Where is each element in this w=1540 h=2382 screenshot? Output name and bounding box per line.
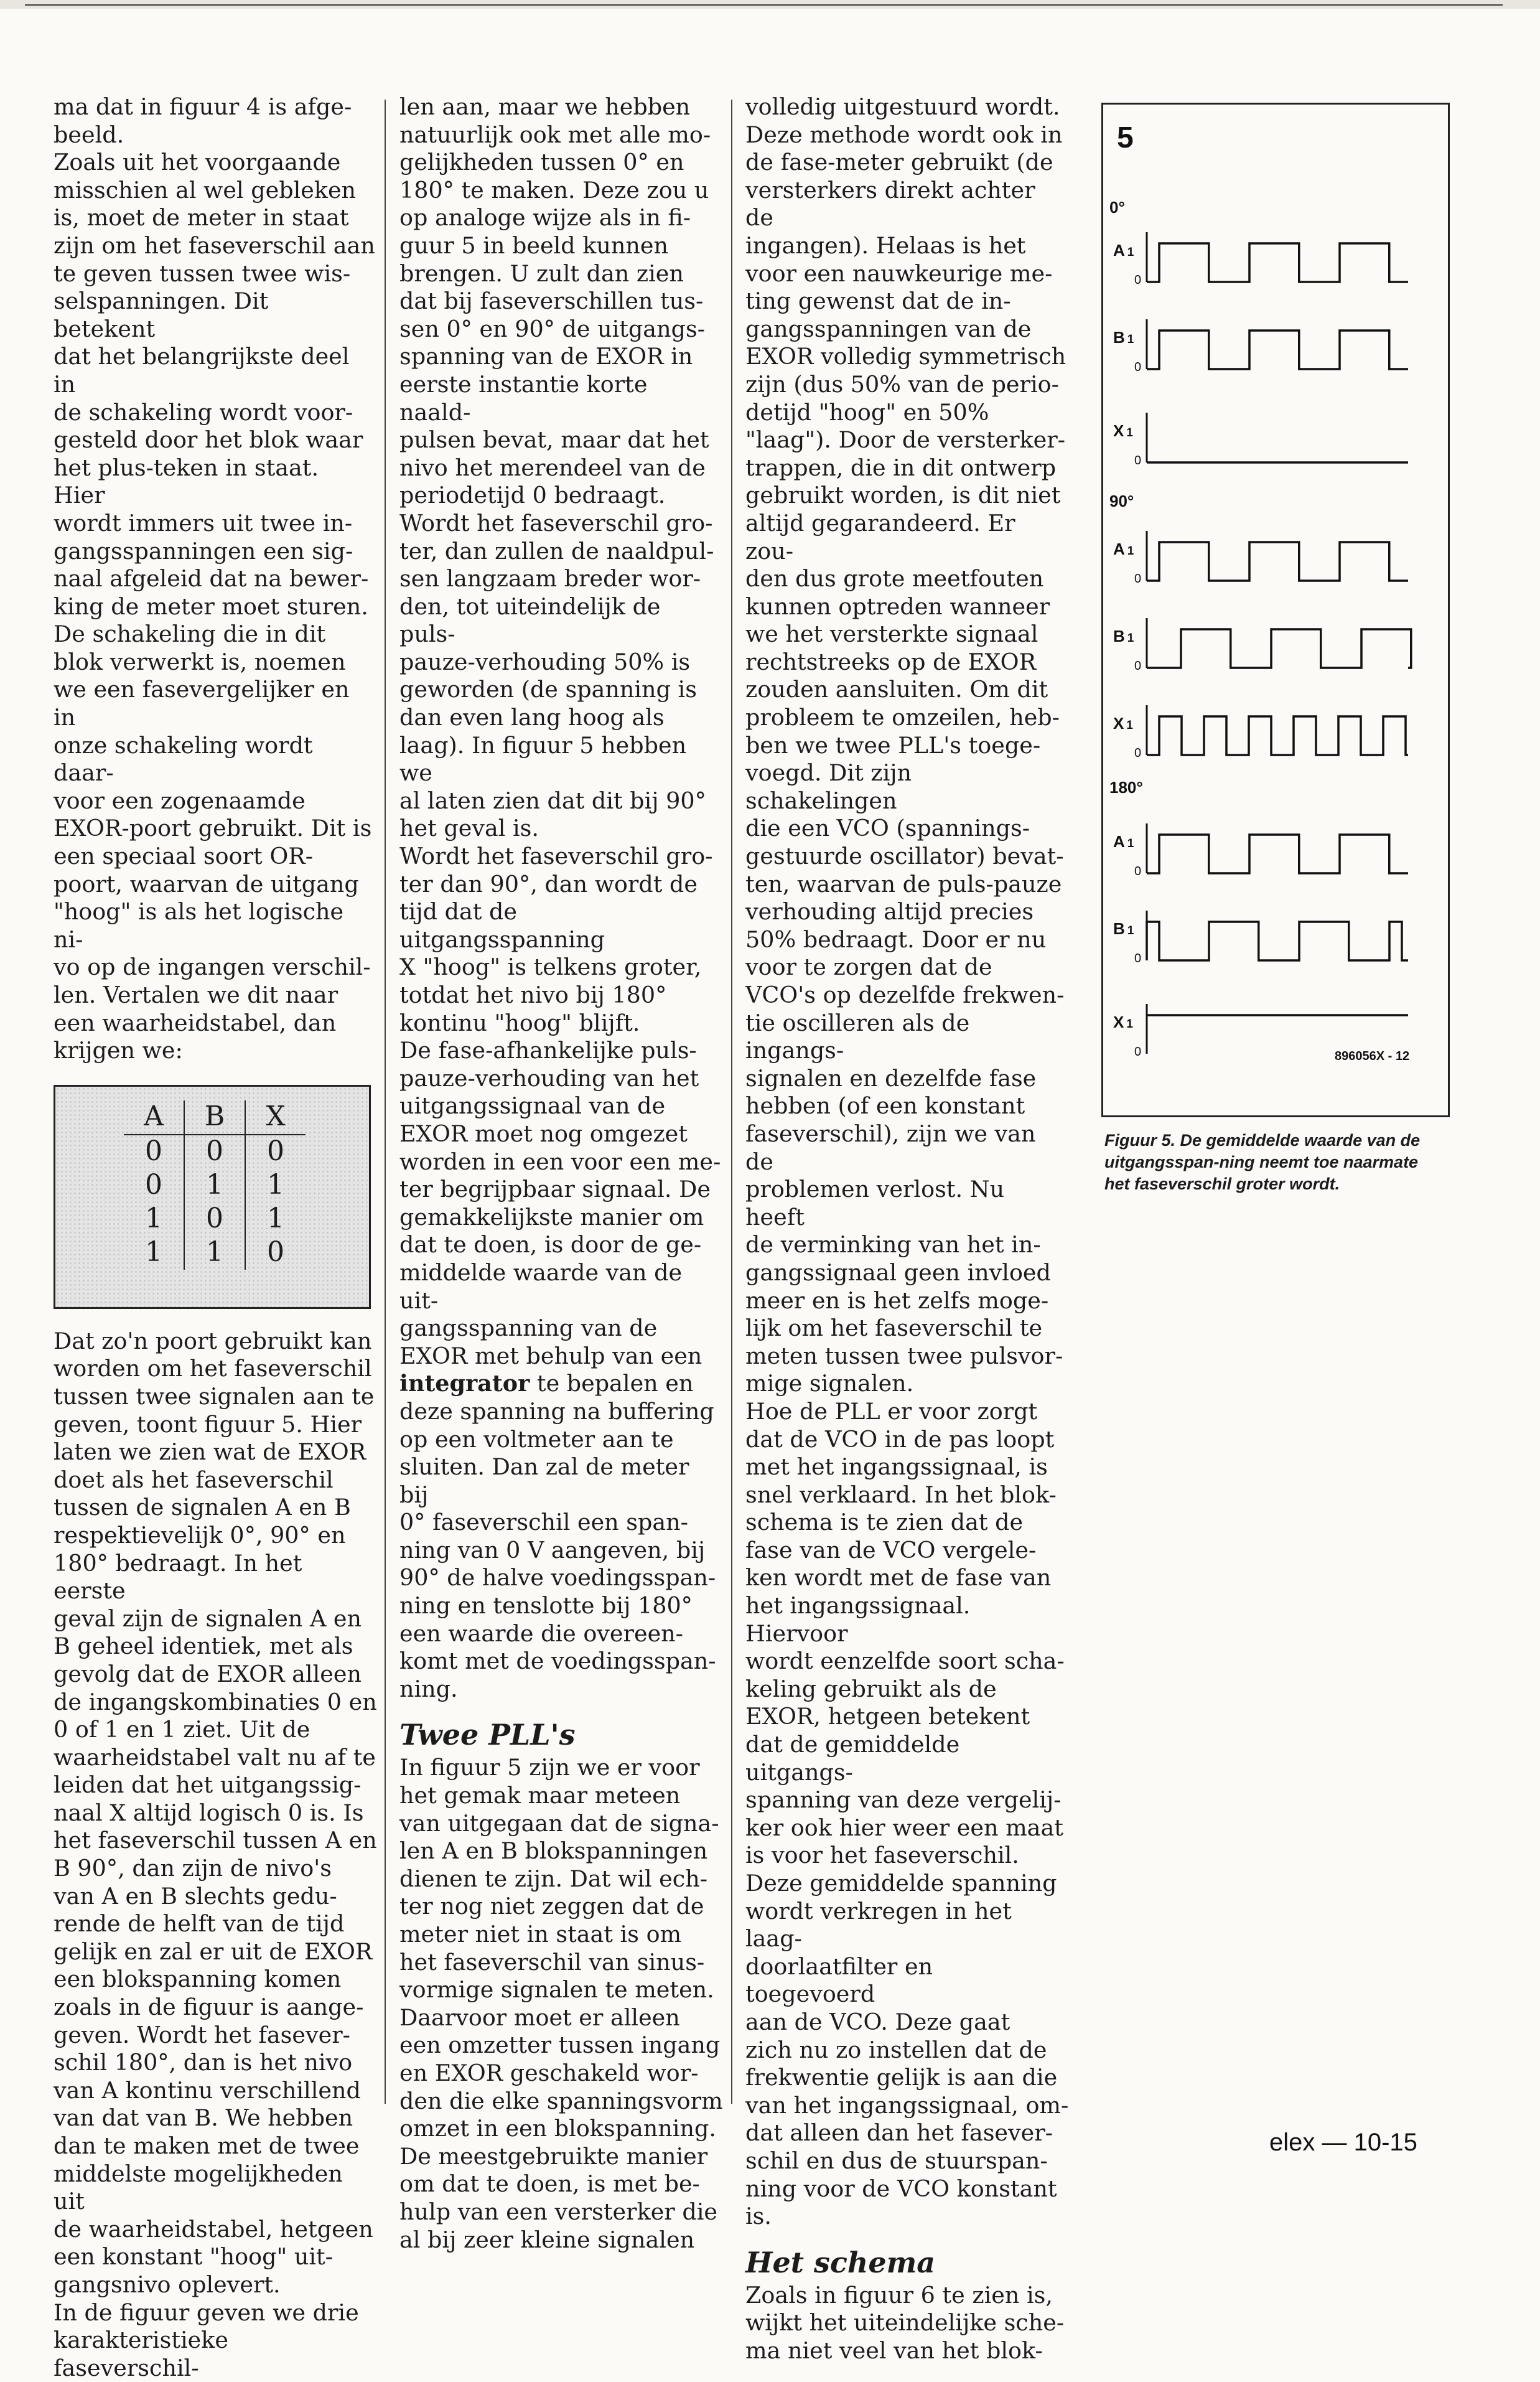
col3-paragraph-1: volledig uitgestuurd wordt. Deze methode wordt ook in de fase-meter gebruikt (de versterkers direkt achter de ingangen). Helaas is het voor een nauwkeurige me- ting gewenst dat de in- gangsspanningen van de EXOR volledig symmetrisch zijn (dus 50% van de perio- detijd "hoog" en 50% "laag"). Door de versterker- trappen, die in dit ontwerp gebruikt worden, is dit niet altijd gegarandeerd. Er zou- den dus grote meetfouten kunnen optreden wanneer we het versterkte signaal rechtstreeks op de EXOR zouden aansluiten. Om dit probleem te omzeilen, heb- ben we twee PLL's toege- voegd. Dit zijn schakelingen die een VCO (spannings- gestuurde oscillator) bevat- ten, waarvan de puls-pauze verhouding altijd precies 50% bedraagt. Door er nu voor te zorgen dat de VCO's op dezelfde frekwen- tie oscilleren als de ingangs- signalen en dezelfde fase hebben (of een konstant faseverschil), zijn we van de problemen verlost. Nu heeft de verminking van het in- gangssignaal geen invloed meer en is het zelfs moge- lijk om het faseverschil te meten tussen twee pulsvor- mige signalen. Hoe de PLL er voor zorgt dat de VCO in de pas loopt met het ingangssignaal, is snel verklaard. In het blok- schema is te zien dat de fase van de VCO vergele- ken wordt met de fase van het ingangssignaal. Hiervoor wordt eenzelfde soort scha- keling gebruikt als de EXOR, hetgeen betekent dat de gemiddelde uitgangs- spanning van deze vergelij- ker ook hier weer een maat is voor het faseverschil. Deze gemiddelde spanning wordt verkregen in het laag- doorlaatfilter en toegevoerd aan de VCO. Deze gaat zich nu zo instellen dat de frekwentie gelijk is aan die van het ingangssignaal, om- dat alleen dan het fasever- schil en dus de stuurspan- ning voor de VCO konstant is.: [745, 93, 1069, 2230]
truth-table-row: [124, 1169, 306, 1203]
truth-table-cell: 1: [145, 1203, 162, 1235]
top-rule: [0, 0, 1540, 9]
zero-level-label: 0: [1134, 572, 1142, 586]
phase-label-90: 90°: [1109, 492, 1134, 510]
zero-level-label: 0: [1134, 746, 1142, 760]
phase-label-180: 180°: [1109, 778, 1143, 797]
zero-level-label: 0: [1134, 952, 1142, 965]
figure-number: 5: [1117, 121, 1134, 154]
truth-table-row: [124, 1203, 306, 1236]
signal-subscript: 1: [1126, 426, 1133, 439]
col2-paragraph-1: [399, 93, 723, 1703]
phase-label-0: 0°: [1109, 198, 1125, 217]
signal-label: B 1: [1113, 328, 1134, 347]
truth-table-cell: 1: [245, 1169, 306, 1203]
signal-label: A 1: [1113, 832, 1134, 851]
signal-subscript: 1: [1126, 1018, 1133, 1031]
truth-table-cell: 1: [184, 1169, 245, 1203]
col3-paragraph-2: Zoals in figuur 6 te zien is, wijkt het uiteindelijke sche- ma niet veel van het blok-: [745, 2281, 1065, 2364]
signal-subscript: 1: [1127, 632, 1134, 645]
waveform-B: [1147, 922, 1408, 960]
col2-paragraph-1-tail: te bepalen en deze spanning na buffering op een voltmeter aan te sluiten. Dan zal de meter bij 0° faseverschil een span- ning van 0 V aangeven, bij 90° de halve voedingsspan- ning en tenslotte bij 180° een waarde die overeen- komt met de voedingsspan- ning.: [399, 1370, 716, 1702]
zero-level-label: 0: [1134, 273, 1142, 287]
zero-level-label: 0: [1134, 454, 1142, 467]
column-divider: [731, 100, 732, 2104]
signal-subscript: 1: [1127, 924, 1134, 937]
truth-table-cell: 1: [145, 1236, 162, 1268]
signal-subscript: 1: [1127, 837, 1134, 850]
figure-code: 896056X - 12: [1335, 1049, 1410, 1063]
signal-label: A 1: [1113, 540, 1134, 558]
signal-label: B 1: [1113, 627, 1134, 645]
waveform-B: [1147, 331, 1408, 369]
signal-label: X 1: [1113, 421, 1133, 440]
text-column-2: [399, 93, 723, 2254]
signal-label: X 1: [1113, 714, 1133, 733]
waveform-B: [1147, 629, 1411, 668]
truth-table-row: [124, 1236, 306, 1270]
truth-table-cell: 0: [184, 1203, 245, 1236]
truth-table-cell: 0: [184, 1135, 245, 1169]
signal-label: X 1: [1113, 1013, 1133, 1031]
section-heading-twee-plls: Twee PLL's: [399, 1718, 576, 1752]
truth-table-box: [54, 1085, 371, 1309]
section-heading-het-schema: Het schema: [745, 2245, 936, 2279]
signal-subscript: 1: [1127, 333, 1134, 346]
truth-table-cell: 0: [245, 1135, 306, 1169]
column-divider: [385, 100, 386, 2104]
signal-label: B 1: [1113, 919, 1134, 938]
zero-level-label: 0: [1134, 865, 1142, 878]
waveform-A: [1147, 243, 1408, 282]
col2-paragraph-1-text: len aan, maar we hebben natuurlijk ook met alle mo- gelijkheden tussen 0° en 180° te maken. Deze zou u op analoge wijze als in fi- guur 5 in beeld kunnen brengen. U zult dan zien dat bij faseverschillen tus- sen 0° en 90° de uitgangs- spanning van de EXOR in eerste instantie korte naald- pulsen bevat, maar dat het nivo het merendeel van de periodetijd 0 bedraagt. Wordt het faseverschil gro- ter, dan zullen de naaldpul- sen langzaam breder wor- den, tot uiteindelijk de puls- pauze-verhouding 50% is geworden (de spanning is dan even lang hoog als laag). In figuur 5 hebben we al laten zien dat dit bij 90° het geval is. Wordt het faseverschil gro- ter dan 90°, dan wordt de tijd dat de uitgangsspanning X "hoog" is telkens groter, totdat het nivo bij 180° kontinu "hoog" blijft. De fase-afhankelijke puls- pauze-verhouding van het uitgangssignaal van de EXOR moet nog omgezet worden in een voor een me- ter begrijpbaar signaal. De gemakkelijkste manier om dat te doen, is door de ge- middelde waarde van de uit- gangsspanning van de EXOR met behulp van een: [399, 93, 721, 1369]
waveform-X: [1147, 716, 1408, 755]
truth-table-cell: 0: [145, 1169, 162, 1201]
signal-label: A 1: [1113, 241, 1134, 260]
truth-table-header: A: [124, 1100, 184, 1135]
zero-level-label: 0: [1134, 1045, 1142, 1059]
truth-table-cell: 1: [245, 1203, 306, 1236]
col1-paragraph-2: Dat zo'n poort gebruikt kan worden om het faseverschil tussen twee signalen aan te geven, toont figuur 5. Hier laten we zien wat de EXOR doet als het faseverschil tussen de signalen A en B respektievelijk 0°, 90° en 180° bedraagt. In het eerste geval zijn de signalen A en B geheel identiek, met als gevolg dat de EXOR alleen de ingangskombinaties 0 en 0 of 1 en 1 ziet. Uit de waarheidstabel valt nu af te leiden dat het uitgangssig- naal X altijd logisch 0 is. Is het faseverschil tussen A en B 90°, dan zijn de nivo's van A en B slechts gedu- rende de helft van de tijd gelijk en zal er uit de EXOR een blokspanning komen zoals in de figuur is aange- geven. Wordt het fasever- schil 180°, dan is het nivo van A kontinu verschillend van dat van B. We hebben dan te maken met de twee middelste mogelijkheden uit de waarheidstabel, hetgeen een konstant "hoog" uit- gangsnivo oplevert. In de figuur geven we drie karakteristieke faseverschil-: [54, 1327, 377, 2381]
zero-level-label: 0: [1134, 360, 1142, 374]
signal-subscript: 1: [1126, 719, 1133, 732]
figure-caption-text: Figuur 5. De gemiddelde waarde van de uitgangsspan-ning neemt toe naarmate het faseverschil groter wordt.: [1104, 1131, 1421, 1193]
truth-table-cell: 0: [145, 1135, 162, 1168]
figure-caption: [1104, 1130, 1428, 1195]
truth-table: [124, 1100, 306, 1270]
col2-paragraph-2: In figuur 5 zijn we er voor het gemak maar meteen van uitgegaan dat de signa- len A en B blokspanningen dienen te zijn. Dat wil ech- ter nog niet zeggen dat de meter niet in staat is om het faseverschil van sinus- vormige signalen te meten. Daarvoor moet er alleen een omzetter tussen ingang en EXOR geschakeld wor- den die elke spanningsvorm omzet in een blokspanning. De meestgebruikte manier om dat te doen, is met be- hulp van een versterker die al bij zeer kleine signalen: [399, 1754, 723, 2253]
truth-table-row: [124, 1135, 306, 1169]
zero-level-label: 0: [1134, 659, 1142, 673]
text-column-3: [745, 93, 1069, 2365]
text-column-1: [54, 93, 377, 2382]
truth-table-header-row: [124, 1100, 306, 1135]
waveform-A: [1147, 835, 1408, 873]
col1-paragraph-1: ma dat in figuur 4 is afge- beeld. Zoals uit het voorgaande misschien al wel gebleken is, moet de meter in staat zijn om het faseverschil aan te geven tussen twee wis- selspanningen. Dit betekent dat het belangrijkste deel in de schakeling wordt voor- gesteld door het blok waar het plus-teken in staat. Hier wordt immers uit twee in- gangsspanningen een sig- naal afgeleid dat na bewer- king de meter moet sturen. De schakeling die in dit blok verwerkt is, noemen we een fasevergelijker en in onze schakeling wordt daar- voor een zogenaamde EXOR-poort gebruikt. Dit is een speciaal soort OR- poort, waarvan de uitgang "hoog" is als het logische ni- vo op de ingangen verschil- len. Vertalen we dit naar een waarheidstabel, dan krijgen we:: [54, 93, 375, 1064]
page-footer: elex — 10-15: [1269, 2129, 1417, 2156]
waveform-diagram: [1103, 105, 1448, 1115]
truth-table-header: X: [245, 1100, 306, 1135]
truth-table-header: B: [184, 1100, 245, 1135]
waveform-A: [1147, 542, 1408, 581]
signal-subscript: 1: [1127, 246, 1134, 259]
truth-table-cell: 1: [184, 1236, 245, 1270]
figure-5: [1101, 103, 1450, 1117]
truth-table-cell: 0: [245, 1236, 306, 1270]
signal-subscript: 1: [1127, 545, 1134, 558]
integrator-term: integrator: [399, 1370, 530, 1397]
